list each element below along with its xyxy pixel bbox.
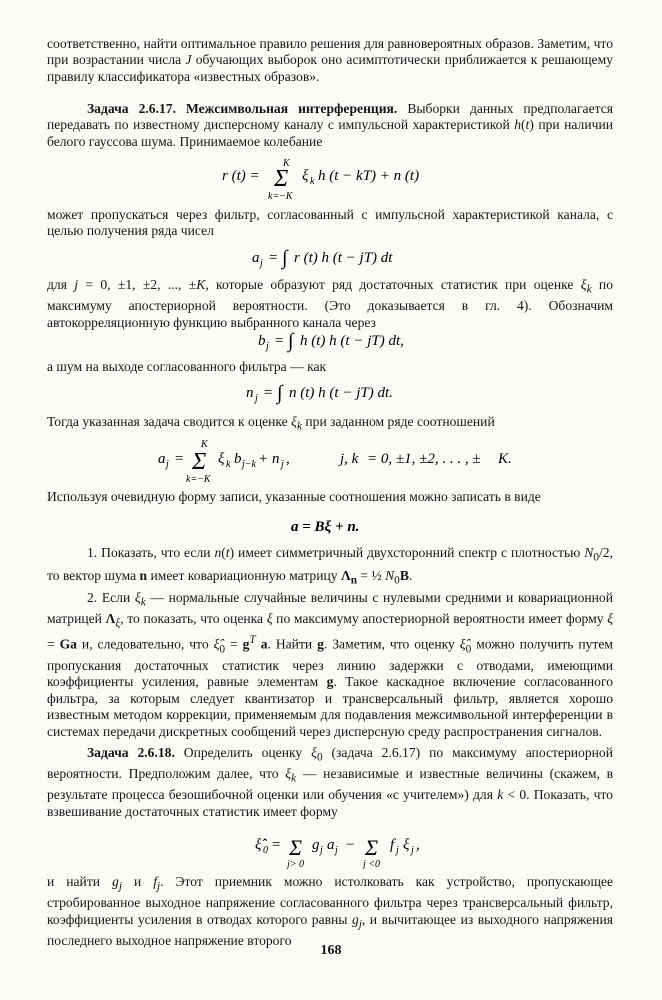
svg-text:=: = (263, 385, 274, 401)
svg-text:b: b (258, 333, 266, 349)
svg-text:j: j (411, 845, 414, 856)
paragraph-receiver: и найти $g_j$ и $f_j$. Этот приемник можно истолковать как устройство, пропускающее стробированное выходное напряжение согласованного фильтра через трансверсальный фильтр, коэффициенты усиления в отводах которого равны $g_j$, и вычитающее из выходного напряжения последнего выходное напряжение второго (47, 874, 614, 948)
svg-text:j: j (396, 845, 399, 856)
svg-text:r (t) h (t − jT) dt: r (t) h (t − jT) dt (294, 250, 393, 266)
formula-vector (0, 514, 662, 540)
svg-text:k=−K: k=−K (186, 474, 211, 483)
paragraph-matched-filter: может пропускаться через фильтр, согласованный с импульсной характеристикой канала, с целью получения ряда чисел (47, 207, 613, 239)
svg-text:=: = (174, 451, 185, 467)
svg-text:−: − (345, 837, 356, 853)
paragraph-vector-form: Используя очевидную форму записи, указанные соотношения можно записать в виде (47, 489, 541, 504)
svg-text:Σ: Σ (274, 166, 289, 192)
svg-text:j: j (255, 393, 258, 404)
paragraph-problem-reduces: Тогда указанная задача сводится к оценке $\xi_k$ при заданном ряде соотношений (47, 414, 495, 433)
svg-text:j: j (320, 845, 323, 856)
svg-text:0: 0 (263, 845, 268, 856)
svg-text:j: j (166, 459, 169, 470)
svg-text:Σ: Σ (289, 835, 303, 860)
svg-text:= 0, ±1, ±2, . . . , ±: = 0, ±1, ±2, . . . , ± (367, 451, 481, 467)
page-number: 168 (320, 943, 342, 958)
svg-text:k=−K: k=−K (268, 191, 293, 200)
task-2-6-18-title: Задача 2.6.18. (87, 745, 175, 760)
task-2-6-17-title: Задача 2.6.17. Межсимвольная интерференция. (87, 101, 398, 116)
svg-text:j: j (260, 258, 263, 269)
svg-text:j: j (281, 459, 284, 470)
formula-received-signal (0, 152, 662, 200)
svg-text:ξ̂̂: ξ̂̂ (255, 837, 262, 853)
svg-text:j, k: j, k (340, 451, 359, 467)
svg-text:j: j (335, 845, 338, 856)
svg-text:∫: ∫ (277, 382, 283, 404)
svg-text:ξ: ξ (403, 837, 410, 853)
svg-text:,: , (286, 451, 290, 467)
item-2-paragraph: 2. Если $\xi_k$ — нормальные случайные величины с нулевыми средними и ковариационной матрицей $\Lambda_\xi$, то показать, что оценка ξ по максимуму апостериорной вероятности имеет форму ξ = Ga и, следовательно, что $\xî_0 = g^T$ a. Найти g. Заметим, что оценку $\xî_0$ можно получить путем пропускания достаточных статистик через линию задержки с отводами, имеющими коэффициенты усиления, равные элементам g. Такое каскадное включение согласованного фильтра, за которым следует квантизатор и трансверсальный фильтр, является хорошо известным методом коррекции, применяемым для подавления межсимвольной интерференции в системах передачи дискретных сообщений через дисперсную среду распространения сигналов. (47, 590, 614, 739)
svg-text:Σ: Σ (365, 835, 379, 860)
svg-text:a: a (327, 837, 335, 853)
paragraph-continuation: соответственно, найти оптимальное правило решения для равновероятных образов. Заметим, что при возрастании числа J обучающих выборок оно асимптотически приближается к решающему правилу классификатора «известных образов». (47, 36, 613, 84)
svg-text:b: b (234, 451, 242, 467)
svg-text:=: = (268, 250, 279, 266)
svg-text:∫: ∫ (282, 247, 288, 269)
paragraph-noise-output: а шум на выходе согласованного фильтра — как (47, 359, 327, 374)
svg-text:Σ: Σ (192, 449, 207, 475)
svg-text:h (t − kT) + n (t): h (t − kT) + n (t) (318, 168, 420, 184)
svg-text:=: = (274, 333, 285, 349)
svg-text:∫: ∫ (288, 330, 294, 352)
formula-a-j (0, 243, 662, 271)
svg-text:h (t) h (t − jT) dt,: h (t) h (t − jT) dt, (300, 333, 404, 349)
formula-n-j (0, 378, 662, 406)
svg-text:k: k (226, 459, 231, 470)
svg-text:a = Bξ + n.: a = Bξ + n. (291, 519, 360, 535)
svg-text:+: + (258, 451, 269, 467)
formula-relations (0, 433, 662, 483)
paragraph-sufficient-statistics: для j = 0, ±1, ±2, ..., ±K, которые образуют ряд достаточных статистик при оценке $\xi_k$ по максимуму апостериорной вероятности. (Это доказывается в гл. 4). Обозначим автокорреляционную функцию выбранного канала через (47, 277, 613, 330)
svg-text:j> 0: j> 0 (287, 859, 305, 869)
svg-text:j: j (266, 341, 269, 352)
svg-text:n: n (272, 451, 280, 467)
svg-text:K.: K. (498, 451, 512, 467)
svg-text:k: k (310, 176, 315, 187)
svg-text:r (t) =: r (t) = (222, 168, 260, 184)
svg-text:K: K (201, 439, 208, 450)
svg-text:n (t) h (t − jT) dt.: n (t) h (t − jT) dt. (289, 385, 393, 401)
svg-text:a: a (252, 250, 260, 266)
svg-text:,: , (416, 837, 420, 853)
svg-text:n: n (246, 385, 254, 401)
svg-text:=: = (271, 837, 282, 853)
svg-text:a: a (158, 451, 166, 467)
task-2-6-18-paragraph: Задача 2.6.18. Определить оценку $\xi_0$ (задача 2.6.17) по максимуму апостериорной вероятности. Предположим далее, что $\xi_k$ — независимые и известные величины (скажем, в результате процесса безошибочной оценки или обучения «с учителем») для k < 0. Показать, что взвешивание достаточных статистик имеет форму (47, 745, 614, 819)
svg-text:K: K (283, 158, 290, 169)
svg-text:ξ: ξ (218, 451, 225, 467)
formula-b-j (0, 326, 662, 354)
svg-text:g: g (312, 837, 320, 853)
formula-weighting (0, 823, 662, 869)
svg-text:f: f (390, 837, 395, 853)
svg-text:ξ: ξ (302, 168, 309, 184)
svg-text:j−k: j−k (242, 459, 256, 470)
item-1-paragraph: 1. Показать, что если n(t) имеет симметричный двухсторонний спектр с плотностью $N_0/2$, то вектор шума n имеет ковариационную матрицу $\Lambda_n$ = ½ $N_0B$. (47, 545, 613, 587)
svg-text:j <0: j <0 (363, 859, 381, 869)
task-2-6-17-paragraph: Задача 2.6.17. Межсимвольная интерференция. Выборки данных предполагается передавать по известному дисперсному каналу с импульсной характеристикой h(t) при наличии белого гауссова шума. Принимаемое колебание (47, 101, 613, 149)
